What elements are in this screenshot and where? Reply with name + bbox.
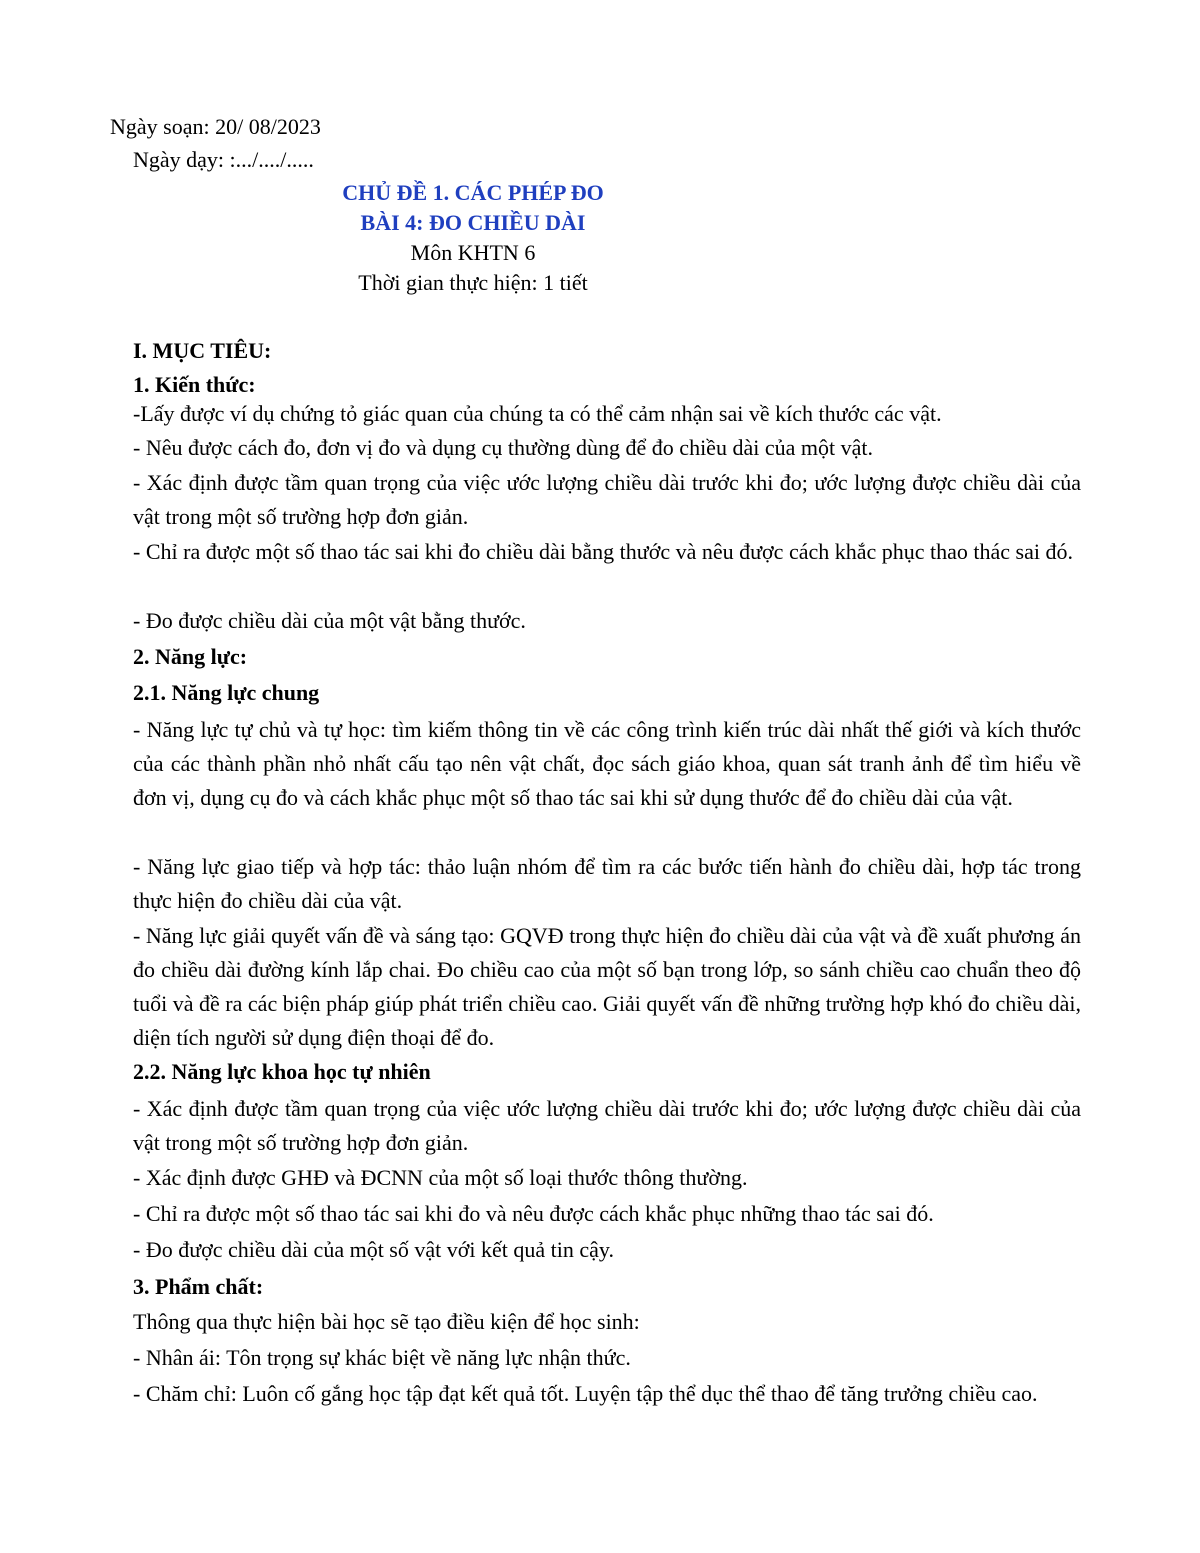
knowledge-item-1: -Lấy được ví dụ chứng tỏ giác quan của chúng ta có thể cảm nhận sai về kích thước các vật. xyxy=(133,401,942,426)
date-taught: Ngày dạy: :.../..../..... xyxy=(133,147,314,172)
subheading-competence: 2. Năng lực: xyxy=(133,644,248,669)
qualities-item-2: - Chăm chỉ: Luôn cố gắng học tập đạt kết quả tốt. Luyện tập thể dục thể thao để tăng trưởng chiều cao. xyxy=(133,1381,1038,1406)
knowledge-item-3: - Xác định được tầm quan trọng của việc ước lượng chiều dài trước khi đo; ước lượng được chiều dài của vật trong một số trường hợp đơn giản. xyxy=(133,470,1081,529)
subheading-science-competence: 2.2. Năng lực khoa học tự nhiên xyxy=(133,1059,431,1084)
subject-line: Môn KHTN 6 xyxy=(410,240,536,265)
subheading-general-competence: 2.1. Năng lực chung xyxy=(133,680,320,705)
general-competence-item-1: - Năng lực tự chủ và tự học: tìm kiếm thông tin về các công trình kiến trúc dài nhất thế giới và kích thước của các thành phần nhỏ nhất cấu tạo nên vật chất, đọc sách giáo khoa, quan sát tranh ảnh để tìm hiểu về đơn vị, dụng cụ đo và cách khắc phục một số thao tác sai khi sử dụng thước để đo chiều dài của vật. xyxy=(133,717,1081,810)
qualities-intro: Thông qua thực hiện bài học sẽ tạo điều kiện để học sinh: xyxy=(133,1309,640,1334)
science-competence-item-4: - Đo được chiều dài của một số vật với kết quả tin cậy. xyxy=(133,1237,614,1262)
section-heading-objectives: I. MỤC TIÊU: xyxy=(133,338,272,363)
knowledge-item-5: - Đo được chiều dài của một vật bằng thước. xyxy=(133,608,526,633)
science-competence-item-1: - Xác định được tầm quan trọng của việc ước lượng chiều dài trước khi đo; ước lượng được chiều dài của vật trong một số trường hợp đơn giản. xyxy=(133,1096,1081,1155)
knowledge-item-2: - Nêu được cách đo, đơn vị đo và dụng cụ thường dùng để đo chiều dài của một vật. xyxy=(133,435,873,460)
general-competence-item-3: - Năng lực giải quyết vấn đề và sáng tạo: GQVĐ trong thực hiện đo chiều dài của vật và đề xuất phương án đo chiều dài đường kính lắp chai. Đo chiều cao của một số bạn trong lớp, so sánh chiều cao chuẩn theo độ tuổi và đề ra các biện pháp giúp phát triển chiều cao. Giải quyết vấn đề những trường hợp khó đo chiều dài, diện tích người sử dụng điện thoại để đo. xyxy=(133,923,1081,1050)
general-competence-item-2: - Năng lực giao tiếp và hợp tác: thảo luận nhóm để tìm ra các bước tiến hành đo chiều dài, hợp tác trong thực hiện đo chiều dài của vật. xyxy=(133,854,1081,913)
lesson-title: BÀI 4: ĐO CHIỀU DÀI xyxy=(360,210,586,235)
subheading-knowledge: 1. Kiến thức: xyxy=(133,372,256,397)
qualities-item-1: - Nhân ái: Tôn trọng sự khác biệt về năng lực nhận thức. xyxy=(133,1345,631,1370)
topic-title: CHỦ ĐỀ 1. CÁC PHÉP ĐO xyxy=(342,180,604,205)
science-competence-item-3: - Chỉ ra được một số thao tác sai khi đo và nêu được cách khắc phục những thao tác sai đó. xyxy=(133,1201,934,1226)
subheading-qualities: 3. Phẩm chất: xyxy=(133,1274,264,1299)
duration-line: Thời gian thực hiện: 1 tiết xyxy=(358,270,588,295)
science-competence-item-2: - Xác định được GHĐ và ĐCNN của một số loại thước thông thường. xyxy=(133,1165,748,1190)
knowledge-item-4: - Chỉ ra được một số thao tác sai khi đo chiều dài bằng thước và nêu được cách khắc phục thao thác sai đó. xyxy=(133,539,1073,564)
date-prepared: Ngày soạn: 20/ 08/2023 xyxy=(110,114,321,139)
